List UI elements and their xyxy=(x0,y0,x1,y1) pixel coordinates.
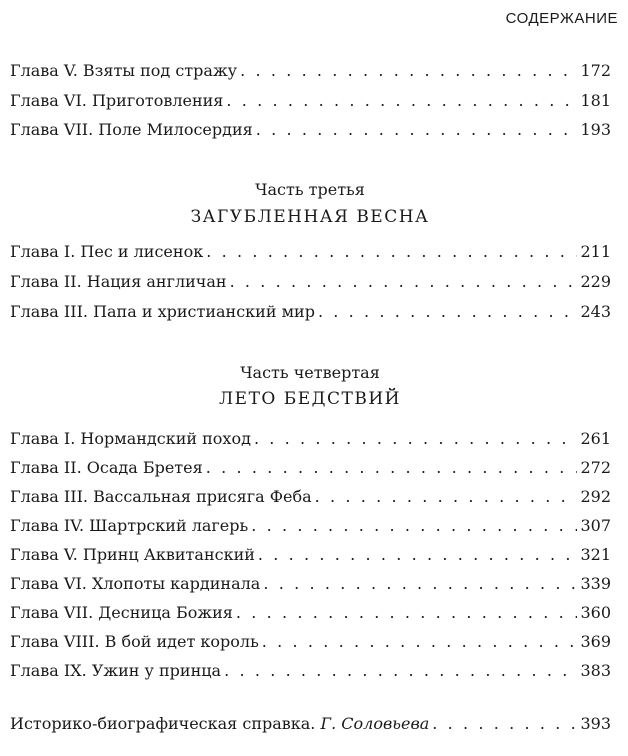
entry-page: 172 xyxy=(580,61,611,80)
entry-title: Глава VII. Поле Милосердия xyxy=(10,120,253,139)
part-label: Часть третья xyxy=(255,180,365,199)
toc-entry xyxy=(10,429,611,449)
entry-title: Глава V. Принц Аквитанский xyxy=(10,545,255,564)
entry-page: 339 xyxy=(580,574,611,593)
toc-entry xyxy=(10,458,611,478)
entry-title: Глава VI. Приготовления xyxy=(10,91,224,110)
entry-page: 211 xyxy=(580,242,611,261)
appendix-title: Историко-биографическая справка. xyxy=(10,714,316,733)
toc-entry xyxy=(10,516,611,536)
toc-entry xyxy=(10,242,611,262)
entry-title: Глава V. Взяты под стражу xyxy=(10,61,238,80)
toc-entry xyxy=(10,545,611,565)
entry-title: Глава I. Пес и лисенок xyxy=(10,242,204,261)
part-title: ЛЕТО БЕДСТВИЙ xyxy=(219,389,401,409)
entry-title: Глава VII. Десница Божия xyxy=(10,603,233,622)
toc-entry xyxy=(10,302,611,322)
entry-title: Глава II. Осада Бретея xyxy=(10,458,203,477)
appendix-author: Г. Соловьева xyxy=(320,714,430,733)
entry-title: Глава III. Вассальная присяга Феба xyxy=(10,487,312,506)
dot-leader xyxy=(254,429,578,449)
entry-page: 272 xyxy=(580,458,611,477)
toc-entry xyxy=(10,603,611,623)
entry-page: 243 xyxy=(580,302,611,321)
dot-leader xyxy=(315,487,578,507)
part-label: Часть четвертая xyxy=(240,363,380,382)
entry-page: 369 xyxy=(580,632,611,651)
entry-title: Глава II. Нация англичан xyxy=(10,272,227,291)
entry-title: Глава VIII. В бой идет король xyxy=(10,632,259,651)
dot-leader xyxy=(256,120,578,140)
dot-leader xyxy=(318,302,578,322)
entry-title: Глава IX. Ужин у принца xyxy=(10,661,222,680)
dot-leader xyxy=(236,603,578,623)
entry-page: 229 xyxy=(580,272,611,291)
entry-title: Глава VI. Хлопоты кардинала xyxy=(10,574,261,593)
toc-entry xyxy=(10,272,611,292)
running-header: СОДЕРЖАНИЕ xyxy=(505,10,618,27)
dot-leader xyxy=(258,545,578,565)
part-title: ЗАГУБЛЕННАЯ ВЕСНА xyxy=(190,207,430,227)
entry-title: Глава III. Папа и христианский мир xyxy=(10,302,315,321)
dot-leader xyxy=(206,458,578,478)
toc-entry-appendix xyxy=(10,714,611,734)
dot-leader xyxy=(251,516,577,536)
entry-page: 321 xyxy=(580,545,611,564)
dot-leader xyxy=(224,661,577,681)
dot-leader xyxy=(263,574,577,594)
entry-page: 261 xyxy=(580,429,611,448)
entry-title xyxy=(10,714,429,734)
toc-entry xyxy=(10,91,611,111)
dot-leader xyxy=(432,714,577,734)
dot-leader xyxy=(230,272,578,292)
toc-entry xyxy=(10,61,611,81)
entry-page: 181 xyxy=(580,91,611,110)
dot-leader xyxy=(262,632,578,652)
entry-page: 292 xyxy=(580,487,611,506)
dot-leader xyxy=(206,242,577,262)
dot-leader xyxy=(226,91,577,111)
entry-page: 383 xyxy=(580,661,611,680)
toc-entry xyxy=(10,632,611,652)
toc-entry xyxy=(10,120,611,140)
entry-page: 393 xyxy=(580,714,611,733)
entry-page: 307 xyxy=(580,516,611,535)
toc-entry xyxy=(10,661,611,681)
entry-page: 360 xyxy=(580,603,611,622)
toc-entry xyxy=(10,487,611,507)
entry-title: Глава IV. Шартрский лагерь xyxy=(10,516,249,535)
entry-page: 193 xyxy=(580,120,611,139)
dot-leader xyxy=(240,61,577,81)
entry-title: Глава I. Нормандский поход xyxy=(10,429,251,448)
toc-entry xyxy=(10,574,611,594)
